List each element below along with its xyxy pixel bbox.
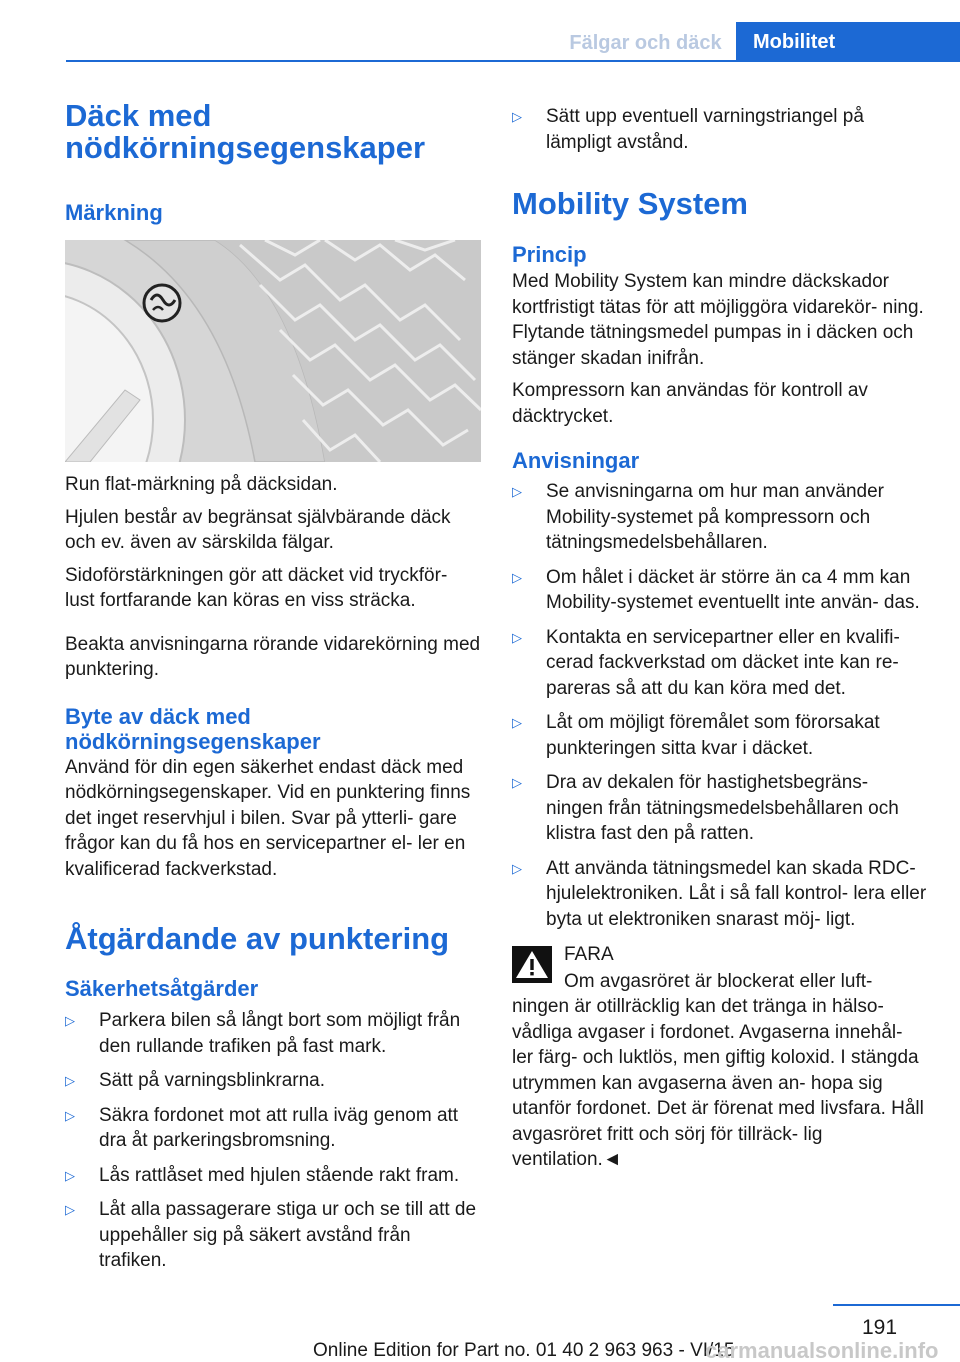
header-section-tab[interactable]: Fälgar och däck [569, 31, 722, 54]
list-item: ▷ Låt om möjligt föremålet som förorsakat punkteringen sitta kvar i däcket. [512, 712, 880, 759]
tire-illustration [65, 240, 481, 462]
paragraph: Med Mobility System kan mindre däckskador kortfristigt tätas för att möjliggöra vidarekör- ning. Flytande tätningsmedel pumpas in i däcken och stänger skadan inifrån. [512, 271, 924, 369]
paragraph: Använd för din egen säkerhet endast däck med nödkörningsegenskaper. Vid en punktering finns det inget reservhjul i bilen. Svar på ytterli- gare frågor kan du få hos en servicepartner el- ler en kvalificerad fackverkstad. [65, 756, 471, 880]
warning-box [512, 942, 928, 1173]
header-rule [66, 60, 960, 62]
heading-change-tire: Byte av däck med nödkörningsegenskaper [65, 703, 321, 754]
list-item: ▷ Låt alla passagerare stiga ur och se till att de uppehåller sig på säkert avstånd från trafiken. [65, 1199, 477, 1271]
bullet-triangle-icon: ▷ [512, 484, 522, 499]
bullet-triangle-icon: ▷ [65, 1013, 75, 1028]
bullet-triangle-icon: ▷ [512, 775, 522, 790]
bullet-triangle-icon: ▷ [512, 715, 522, 730]
header-active-tab[interactable]: Mobilitet [736, 22, 960, 62]
bullet-triangle-icon: ▷ [512, 860, 522, 876]
warning-first-line: Om avgasröret är blockerat eller luft- [564, 970, 873, 992]
paragraph: Sidoförstärkningen gör att däcket vid tryckför- lust fortfarande kan köras en viss sträcka. [65, 564, 448, 611]
bullet-triangle-icon: ▷ [65, 1202, 75, 1217]
list-item: ▷ Säkra fordonet mot att rulla iväg genom att dra åt parkeringsbromsning. [65, 1104, 459, 1151]
caption-runflat: Run flat-märkning på däcksidan. [65, 474, 338, 495]
paragraph: Beakta anvisningarna rörande vidarekörning med punktering. [65, 633, 481, 680]
page-number: 191 [862, 1316, 898, 1339]
heading-notes: Anvisningar [512, 448, 640, 473]
list-item: ▷ Dra av dekalen för hastighetsbegräns- ningen från tätningsmedelsbehållaren och klistra fast den på ratten. [512, 772, 899, 844]
list-item: ▷ Parkera bilen så långt bort som möjligt från den rullande trafiken på fast mark. [65, 1010, 461, 1057]
list-item: ▷ Kontakta en servicepartner eller en kvalifi- cerad fackverkstad om däcket inte kan re- pareras så att du kan köra med det. [512, 626, 900, 699]
bullet-triangle-icon: ▷ [512, 109, 522, 124]
safety-list [65, 1008, 481, 1274]
list-item: ▷ Om hålet i däcket är större än ca 4 mm kan Mobility-systemet eventuellt inte använ- das. [512, 566, 920, 613]
footer-edition: Online Edition for Part no. 01 40 2 963 963 - VI/15 [313, 1340, 735, 1361]
left-column [65, 100, 481, 1274]
paragraph: Kompressorn kan användas för kontroll av däcktrycket. [512, 380, 868, 427]
list-item: ▷ Att använda tätningsmedel kan skada RDC-hjulelektroniken. Låt i så fall kontrol- lera eller byta ut elektroniken snarast möj- ligt. [512, 857, 927, 930]
section-title-runflat: Däck med nödkörningsegenskaper [65, 98, 426, 165]
warning-triangle-icon [512, 946, 552, 983]
list-item: ▷ Sätt upp eventuell varningstriangel på lämpligt avstånd. [512, 106, 864, 153]
notes-list [512, 479, 928, 932]
bullet-triangle-icon: ▷ [512, 629, 522, 645]
bullet-triangle-icon: ▷ [65, 1073, 75, 1088]
watermark: carmanualsonline.info [705, 1338, 939, 1362]
section-title-puncture: Åtgärdande av punktering [65, 921, 450, 956]
list-item: ▷ Se anvisningarna om hur man använder Mobility-systemet på kompressorn och tätningsmedelsbehållaren. [512, 481, 884, 553]
warning-label: FARA [564, 944, 614, 965]
warning-text: ningen är otillräcklig kan det tränga in hälso- vådliga avgaser i fordonet. Avgaserna innehål- ler färg- och luktlös, men giftig koloxid. I stängda utrymmen kan avgaserna även an- hopa sig utanför fordonet. Det är förenat med livsfara. Håll avgasröret fritt och sörj för tillräck- lig ventilation.◄ [512, 996, 924, 1170]
bullet-triangle-icon: ▷ [65, 1167, 75, 1183]
heading-principle: Princip [512, 242, 587, 267]
paragraph: Hjulen består av begränsat självbärande däck och ev. även av särskilda fälgar. [65, 506, 451, 553]
list-item: ▷ Sätt på varningsblinkrarna. [65, 1068, 481, 1094]
footer-rule [833, 1304, 960, 1306]
bullet-triangle-icon: ▷ [512, 569, 522, 585]
right-column [512, 104, 928, 1173]
list-item: ▷ Lås rattlåset med hjulen stående rakt fram. [65, 1163, 481, 1189]
heading-marking: Märkning [65, 200, 163, 225]
heading-safety: Säkerhetsåtgärder [65, 976, 259, 1001]
bullet-triangle-icon: ▷ [65, 1107, 75, 1123]
tire-image [65, 240, 481, 462]
section-title-mobility: Mobility System [512, 186, 748, 221]
